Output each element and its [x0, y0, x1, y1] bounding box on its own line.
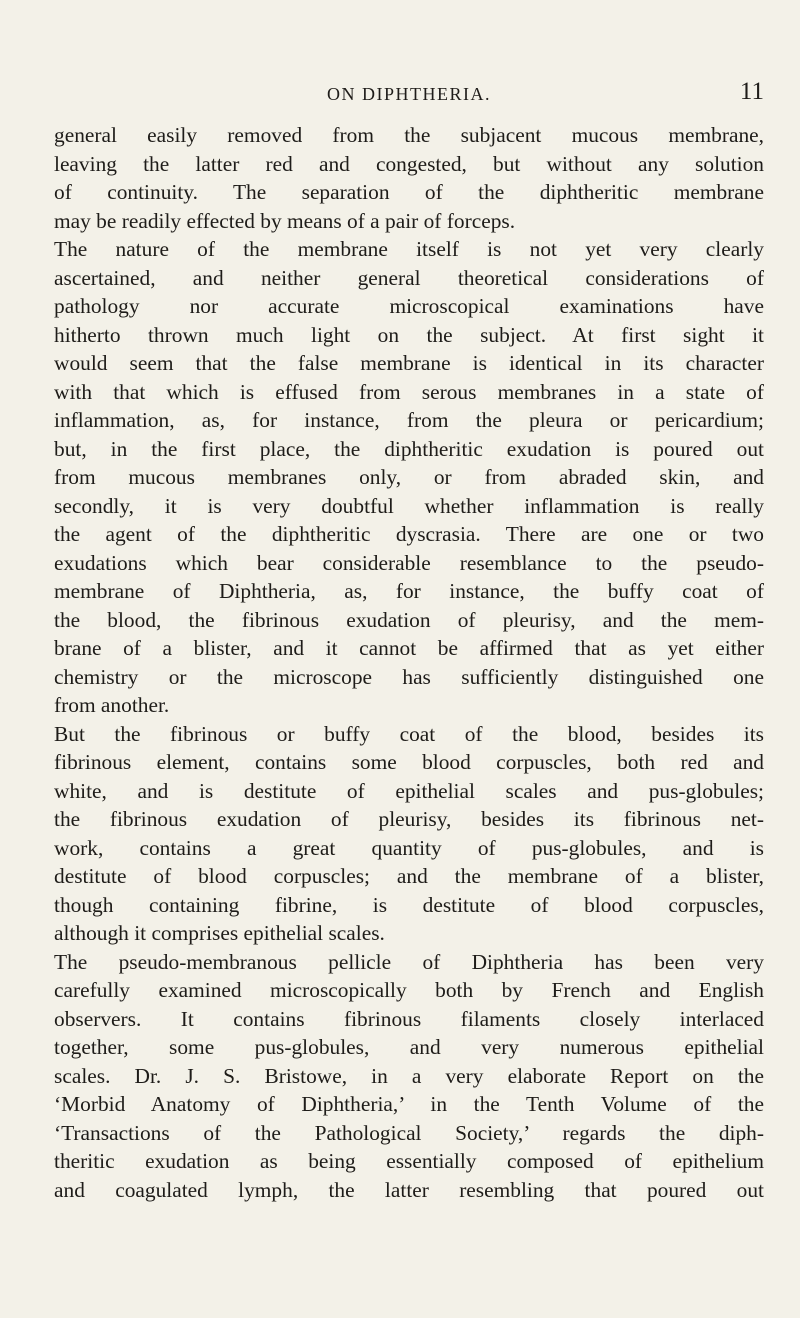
text-line: leaving the latter red and congested, but without any solution — [54, 151, 764, 176]
text-line: would seem that the false membrane is identical in its character — [54, 351, 764, 375]
text-line: The nature of the membrane itself is not yet very clearly — [54, 237, 764, 261]
text-line: ‘Morbid Anatomy of Diphtheria,’ in the Tenth Volume of the — [54, 1092, 764, 1116]
text-line: the fibrinous exudation of pleurisy, besides its fibrinous net- — [54, 807, 764, 831]
running-title: ON DIPHTHERIA. — [327, 84, 491, 104]
text-line: ascertained, and neither general theoretical considerations of — [54, 265, 764, 290]
text-line: fibrinous element, contains some blood corpuscles, both red and — [54, 750, 764, 774]
text-line: work, contains a great quantity of pus-globules, and is — [54, 835, 764, 860]
page-header — [54, 78, 764, 110]
text-line: destitute of blood corpuscles; and the membrane of a blister, — [54, 864, 764, 888]
text-line: carefully examined microscopically both by French and English — [54, 978, 764, 1002]
text-line: observers. It contains fibrinous filaments closely interlaced — [54, 1006, 764, 1031]
text-line: ‘Transactions of the Pathological Society,’ regards the diph- — [54, 1120, 764, 1145]
text-line: may be readily effected by means of a pair of forceps. — [54, 208, 516, 233]
text-line: brane of a blister, and it cannot be affirmed that as yet either — [54, 636, 764, 660]
text-line: together, some pus-globules, and very numerous epithelial — [54, 1035, 764, 1059]
body-text — [54, 121, 764, 1204]
text-line: membrane of Diphtheria, as, for instance, the buffy coat of — [54, 579, 764, 603]
text-line: secondly, it is very doubtful whether inflammation is really — [54, 493, 764, 518]
text-line: chemistry or the microscope has sufficiently distinguished one — [54, 664, 764, 689]
text-line: hitherto thrown much light on the subject. At first sight it — [54, 322, 764, 347]
page-number: 11 — [739, 78, 764, 105]
text-line: The pseudo-membranous pellicle of Diphtheria has been very — [54, 949, 764, 974]
text-line: with that which is effused from serous membranes in a state of — [54, 379, 764, 404]
text-line: scales. Dr. J. S. Bristowe, in a very elaborate Report on the — [54, 1063, 764, 1088]
text-line: inflammation, as, for instance, from the pleura or pericardium; — [54, 408, 764, 432]
text-line: from another. — [54, 693, 170, 717]
text-line: but, in the first place, the diphtheritic exudation is poured out — [54, 436, 764, 461]
text-line: the blood, the fibrinous exudation of pleurisy, and the mem- — [54, 607, 764, 632]
text-line: though containing fibrine, is destitute of blood corpuscles, — [54, 892, 764, 917]
text-line: of continuity. The separation of the diphtheritic membrane — [54, 180, 764, 204]
text-line: from mucous membranes only, or from abraded skin, and — [54, 465, 764, 489]
text-line: pathology nor accurate microscopical examinations have — [54, 294, 764, 318]
text-line: exudations which bear considerable resemblance to the pseudo- — [54, 550, 764, 575]
text-line: the agent of the diphtheritic dyscrasia. There are one or two — [54, 522, 764, 546]
text-line: and coagulated lymph, the latter resembling that poured out — [54, 1177, 764, 1202]
text-line: But the fibrinous or buffy coat of the blood, besides its — [54, 721, 764, 746]
text-line: white, and is destitute of epithelial scales and pus-globules; — [54, 778, 764, 803]
text-line: general easily removed from the subjacent mucous membrane, — [54, 123, 764, 147]
text-line: although it comprises epithelial scales. — [54, 921, 385, 945]
text-line: theritic exudation as being essentially composed of epithelium — [54, 1149, 764, 1173]
